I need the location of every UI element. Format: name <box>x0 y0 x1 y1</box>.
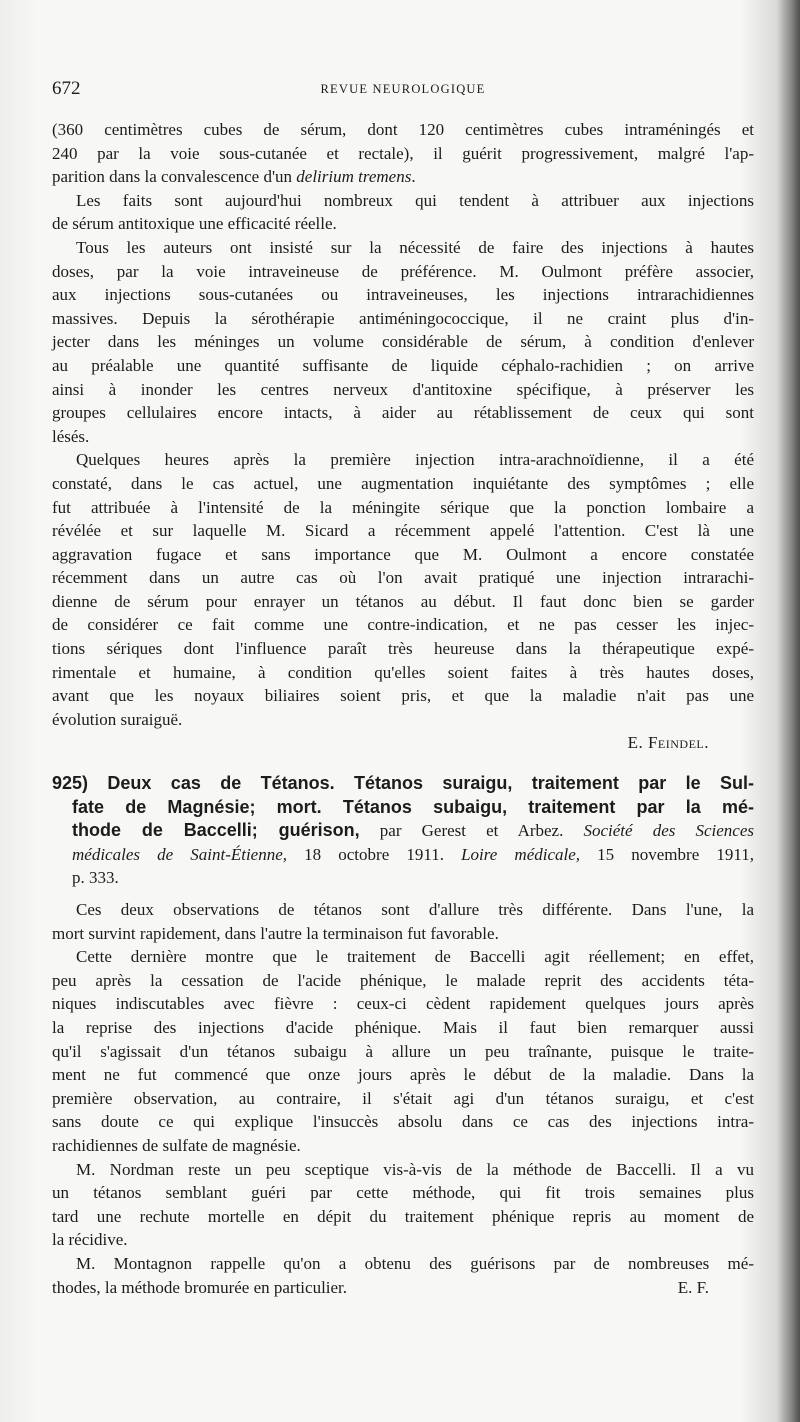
text-line: tard une rechute mortelle en dépit du traitement phénique repris au moment de <box>52 1206 754 1226</box>
society-name: Société des Sciences <box>583 821 754 841</box>
delirium-term: delirium tremens <box>296 167 412 187</box>
paragraph-start: Tous les auteurs ont insisté sur la nécessité de faire des injections à hautes <box>76 237 754 257</box>
section-2-body <box>52 898 754 1299</box>
text-line: ainsi à inonder les centres nerveux d'antitoxine spécifique, à préserver les <box>52 379 754 399</box>
heading-line: 925) Deux cas de Tétanos. Tétanos suraigu, traitement par le Sul- <box>52 773 754 793</box>
text-line: massives. Depuis la sérothérapie antiméningococcique, il ne craint plus d'in- <box>52 308 754 328</box>
heading-pages: p. 333. <box>72 868 119 888</box>
page-header <box>52 78 754 100</box>
page-edge-shadow <box>778 0 800 1422</box>
text-line: tions sériques dont l'influence paraît très heureuse dans la thérapeutique expé- <box>52 639 754 659</box>
text-line: la récidive. <box>52 1230 128 1250</box>
text-line: rachidiennes de sulfate de magnésie. <box>52 1135 301 1155</box>
paragraph-start: Ces deux observations de tétanos sont d'allure très différente. Dans l'une, la <box>76 900 754 919</box>
text-line-with-signature: thodes, la méthode bromurée en particulier. E. F. <box>52 1276 754 1300</box>
text-line: avant que les noyaux biliaires soient pris, et que la maladie n'ait pas une <box>52 686 754 706</box>
text-line: au préalable une quantité suffisante de liquide céphalo-rachidien ; on arrive <box>52 355 754 375</box>
text-line: (360 centimètres cubes de sérum, dont 120 centimètres cubes intraméningés et <box>52 120 754 139</box>
page-number: 672 <box>52 78 81 99</box>
journal-name: Loire médicale, <box>461 844 581 864</box>
text-line: rimentale et humaine, à condition qu'elles soient faites à très hautes doses, <box>52 662 754 682</box>
text-line: mort survint rapidement, dans l'autre la terminaison fut favorable. <box>52 923 499 943</box>
text-line: sans doute ce qui explique l'insuccès absolu dans ce cas des injections intra- <box>52 1112 754 1132</box>
text-line: doses, par la voie intraveineuse de préférence. M. Oulmont préfère associer, <box>52 261 754 281</box>
text-line: jecter dans les méninges un volume considérable de sérum, à condition d'enlever <box>52 332 754 352</box>
paragraph-start: Les faits sont aujourd'hui nombreux qui tendent à attribuer aux injections <box>76 190 754 210</box>
text-line: ment ne fut commencé que onze jours après le début de la maladie. Dans la <box>52 1065 754 1085</box>
text-line: groupes cellulaires encore intacts, à aider au rétablissement de ceux qui sont <box>52 403 754 423</box>
article-925-heading <box>52 772 754 890</box>
text-line: fut attribuée à l'intensité de la méningite sérique que la ponction lombaire a <box>52 497 754 517</box>
text-line: de sérum antitoxique une efficacité réelle. <box>52 214 337 234</box>
running-title: REVUE NEUROLOGIQUE <box>320 82 486 96</box>
paragraph-start: Cette dernière montre que le traitement de Baccelli agit réellement; en effet, <box>76 947 754 967</box>
text-line: 240 par la voie sous-cutanée et rectale), il guérit progressivement, malgré l'ap- <box>52 143 754 163</box>
text-line: révélée et sur laquelle M. Sicard a récemment appelé l'attention. C'est là une <box>52 521 754 541</box>
text-line: constaté, dans le cas actuel, une augmentation inquiétante des symptômes ; elle <box>52 473 754 493</box>
text-line: première observation, au contraire, il s'était agi d'un tétanos suraigu, et c'est <box>52 1088 754 1108</box>
text-line: la reprise des injections d'acide phénique. Mais il faut bien remarquer aussi <box>52 1017 754 1037</box>
text-line: qu'il s'agissait d'un tétanos subaigu à allure un peu traînante, puisque le traite- <box>52 1041 754 1061</box>
paragraph-start: M. Nordman reste un peu sceptique vis-à-vis de la méthode de Baccelli. Il a vu <box>76 1159 754 1179</box>
section-1-body <box>52 118 754 755</box>
heading-line-with-authors: thode de Baccelli; guérison, par Gerest et Arbez. Société des Sciences <box>72 820 754 841</box>
text-line: évolution suraiguë. <box>52 709 183 729</box>
text-line: de considérer ce fait comme une contre-indication, et ne pas cesser les injec- <box>52 615 754 635</box>
text-line: lésés. <box>52 426 90 446</box>
text-line: un tétanos semblant guéri par cette méthode, qui fit trois semaines plus <box>52 1183 754 1203</box>
heading-line: fate de Magnésie; mort. Tétanos subaigu, traitement par la mé- <box>72 796 754 817</box>
text-line: niques indiscutables avec fièvre : ceux-ci cèdent rapidement quelques jours après <box>52 994 754 1014</box>
signature-ef: E. F. <box>677 1277 709 1297</box>
text-line: dienne de sérum pour enrayer un tétanos au début. Il faut donc bien se garder <box>52 591 754 611</box>
paragraph-start: M. Montagnon rappelle qu'on a obtenu des guérisons par de nombreuses mé- <box>76 1253 754 1273</box>
paragraph-start: Quelques heures après la première injection intra-arachnoïdienne, il a été <box>76 450 754 470</box>
text-line: aux injections sous-cutanées ou intraveineuses, les injections intrarachidiennes <box>52 285 754 305</box>
text-line: parition dans la convalescence d'un delirium tremens. <box>52 167 416 187</box>
signature-feindel: E. Feindel. <box>627 733 709 753</box>
text-line: récemment dans un autre cas où l'on avait pratiqué une injection intrarachi- <box>52 568 754 588</box>
heading-citation-line: médicales de Saint-Étienne, 18 octobre 1911. Loire médicale, 15 novembre 1911, <box>72 844 754 864</box>
text-line: aggravation fugace et sans importance que M. Oulmont a encore constatée <box>52 544 754 564</box>
text-line: peu après la cessation de l'acide phénique, le malade reprit des accidents téta- <box>52 970 754 990</box>
